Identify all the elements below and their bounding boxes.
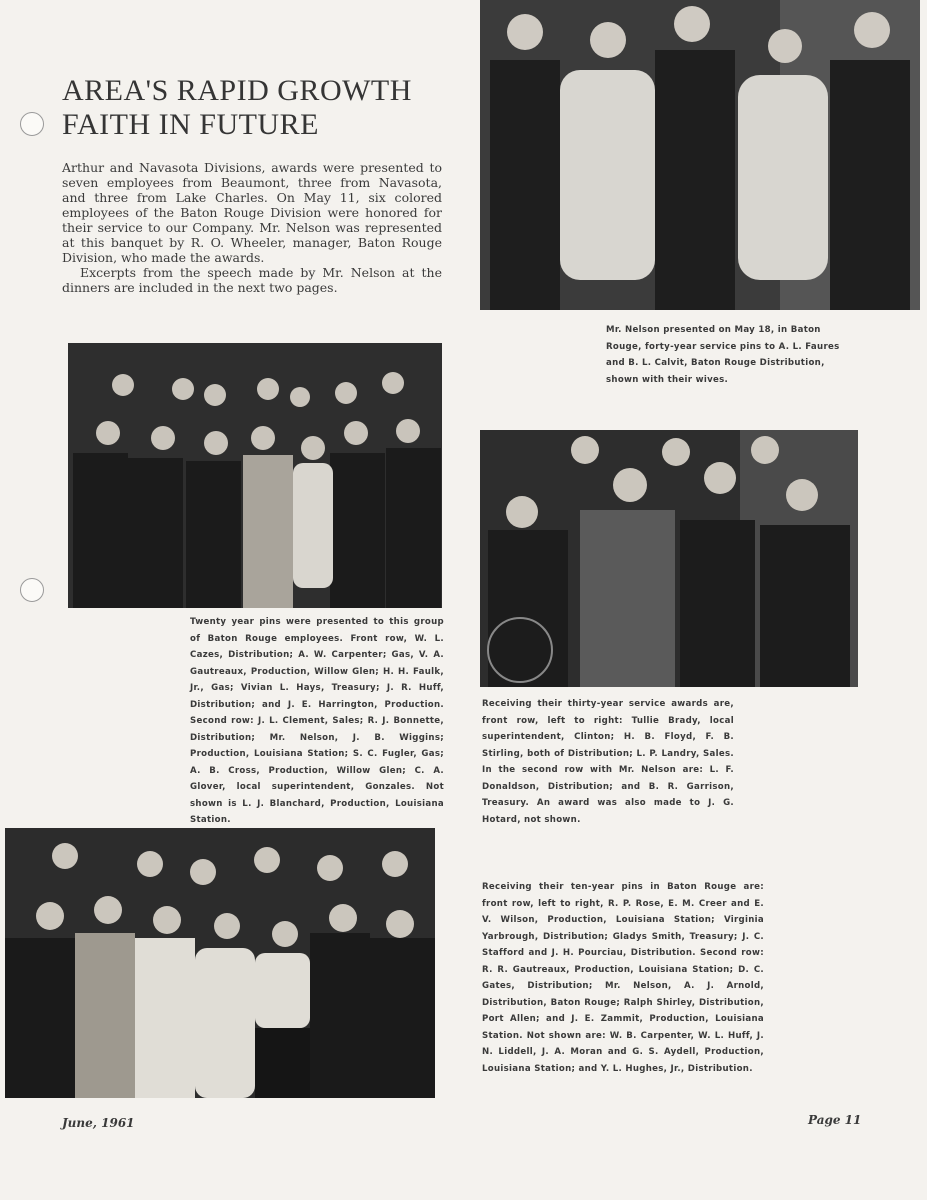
body-paragraph-1: Arthur and Navasota Divisions, awards were presented to seven employees from Beaumont, three from Navasota, and three from Lake Charles. On May 11, six colored employees of the Baton Rouge Division were honored for their service to our Company. Mr. Nelson was represented at this banquet by R. O. Wheeler, manager, Baton Rouge Division, who made the awards.	[62, 160, 442, 265]
title-line-2: FAITH IN FUTURE	[62, 108, 319, 141]
binder-hole-middle	[20, 578, 44, 602]
footer-date: June, 1961	[62, 1116, 135, 1130]
photo-forty-year-award	[480, 0, 920, 310]
forty-year-photo-figures	[480, 0, 920, 310]
caption-thirty-year: Receiving their thirty-year service awards are, front row, left to right: Tullie Brady, local superintendent, Clinton; H. B. Floyd, F. B. Stirling, both of Distribution; L. P. Landry, Sales. In the second row with Mr. Nelson are: L. F. Donaldson, Distribution; and B. R. Garrison, Treasury. An award was also made to J. G. Hotard, not shown.	[482, 699, 734, 825]
caption-forty-year: Mr. Nelson presented on May 18, in Baton Rouge, forty-year service pins to A. L. Faures and B. L. Calvit, Baton Rouge Distribution, shown with their wives.	[606, 325, 840, 385]
article-title	[62, 74, 472, 142]
photo-ten-year-award	[5, 828, 435, 1098]
title-line-1: AREA'S RAPID GROWTH	[62, 74, 412, 107]
photo-twenty-year-award	[68, 343, 442, 608]
twenty-year-photo-figures	[68, 343, 442, 608]
article-body	[62, 160, 442, 295]
photo-thirty-year-award	[480, 430, 858, 687]
caption-ten-year: Receiving their ten-year pins in Baton Rouge are: front row, left to right, R. P. Rose, E. M. Creer and E. V. Wilson, Production, Louisiana Station; Virginia Yarbrough, Distribution; Gladys Smith, Treasury; J. C. Stafford and J. H. Pourciau, Distribution. Second row: R. R. Gautreaux, Production, Louisiana Station; D. C. Gates, Distribution; Mr. Nelson, A. J. Arnold, Distribution, Baton Rouge; Ralph Shirley, Distribution, Port Allen; and J. E. Zammit, Production, Louisiana Station. Not shown are: W. B. Carpenter, W. L. Huff, J. N. Liddell, J. A. Moran and G. S. Aydell, Production, Louisiana Station; and Y. L. Hughes, Jr., Distribution.	[482, 882, 764, 1074]
footer-page-number: Page 11	[808, 1113, 862, 1127]
ten-year-photo-figures	[5, 828, 435, 1098]
caption-twenty-year: Twenty year pins were presented to this group of Baton Rouge employees. Front row, W. L. Cazes, Distribution; A. W. Carpenter; Gas, V. A. Gautreaux, Production, Willow Glen; H. H. Faulk, Jr., Gas; Vivian L. Hays, Treasury; J. R. Huff, Distribution; and J. E. Harrington, Production. Second row: J. L. Clement, Sales; R. J. Bonnette, Distribution; Mr. Nelson, J. B. Wiggins; Production, Louisiana Station; S. C. Fugler, Gas; A. B. Cross, Production, Willow Glen; C. A. Glover, local superintendent, Gonzales. Not shown is L. J. Blanchard, Production, Louisiana Station.	[190, 617, 444, 825]
body-paragraph-2: Excerpts from the speech made by Mr. Nelson at the dinners are included in the next two pages.	[62, 265, 442, 295]
binder-hole-top	[20, 112, 44, 136]
thirty-year-photo-figures	[480, 430, 858, 687]
